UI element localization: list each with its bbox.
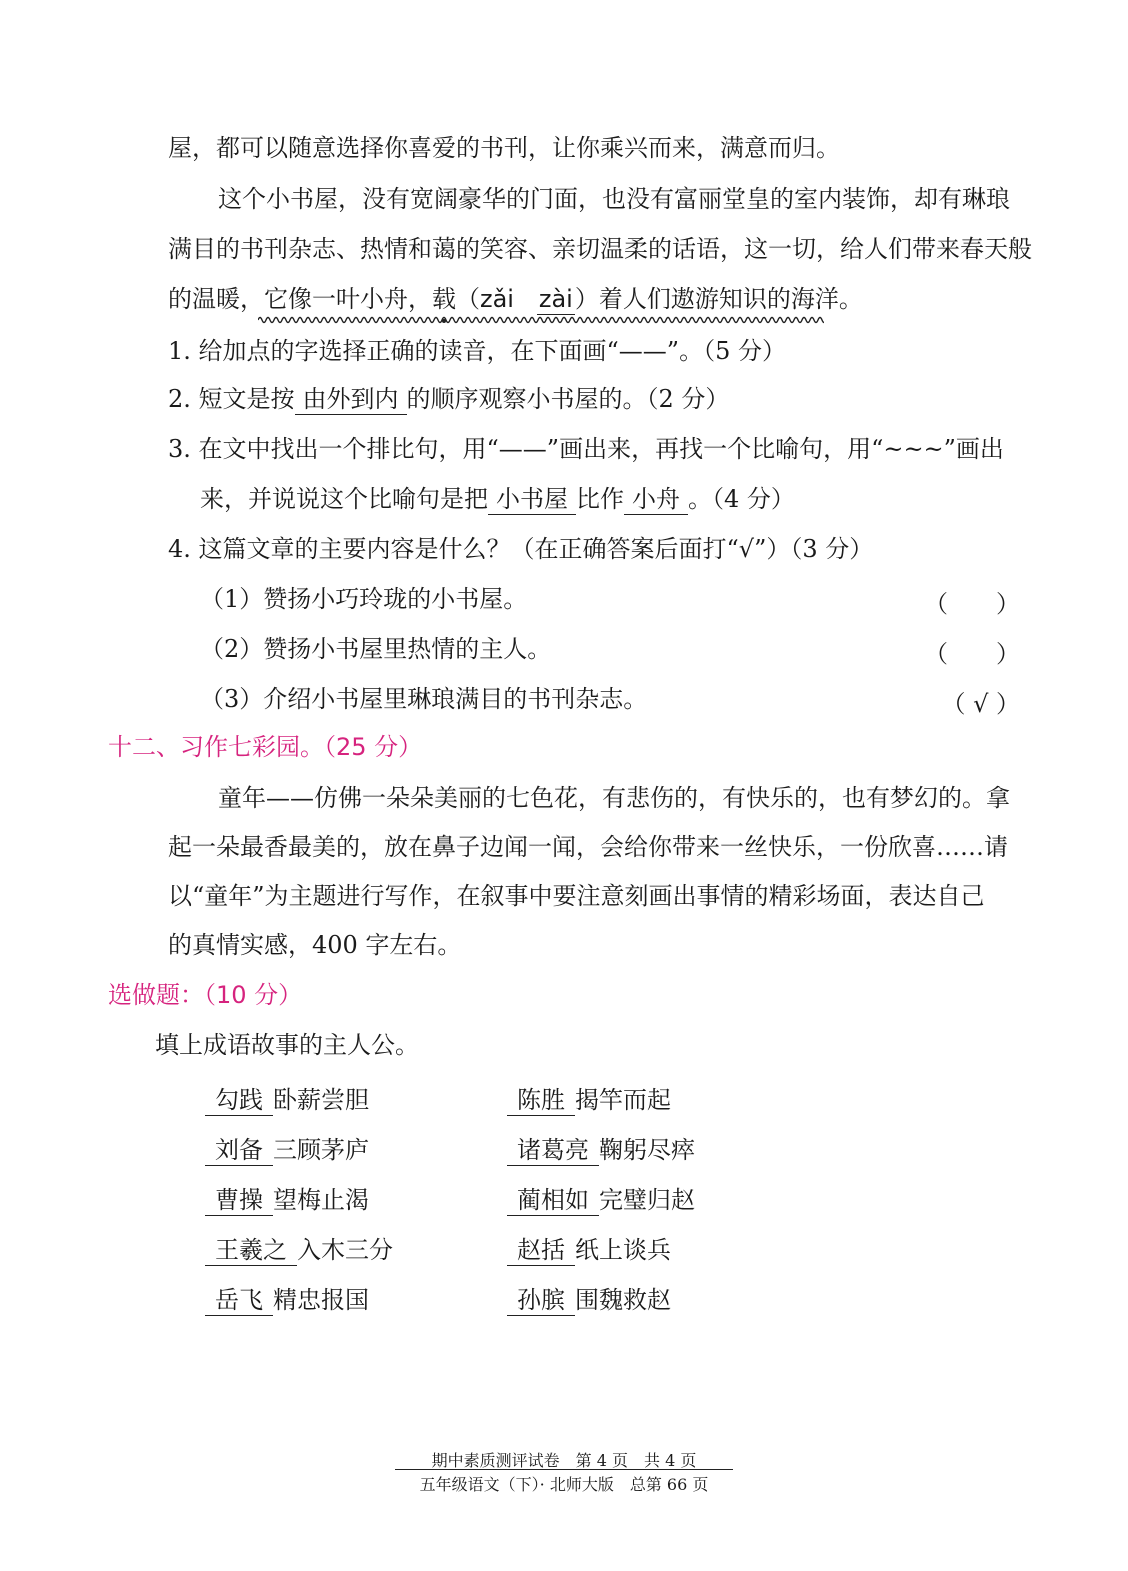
idiom-text: 鞠躬尽瘁 [599, 1136, 695, 1164]
idiom-answer: 赵括 [507, 1230, 575, 1266]
idiom-right-4 [507, 1230, 671, 1266]
idiom-text: 卧薪尝胆 [273, 1086, 369, 1114]
option-1-mark: （ ） [924, 590, 1020, 618]
idiom-left-5 [205, 1280, 369, 1316]
idiom-right-1 [507, 1080, 671, 1116]
question-3-mid: 比作 [576, 485, 624, 513]
idiom-right-5 [507, 1280, 671, 1316]
section-12-line-1: 童年——仿佛一朵朵美丽的七色花，有悲伤的，有快乐的，也有梦幻的。拿 [218, 784, 1010, 812]
idiom-text: 望梅止渴 [273, 1186, 369, 1214]
idiom-left-3 [205, 1180, 369, 1216]
option-3-mark: （ √ ） [941, 690, 1020, 718]
idiom-text: 围魏救赵 [575, 1286, 671, 1314]
idiom-left-2 [205, 1130, 369, 1166]
simile-wavy-underline [258, 314, 824, 326]
idiom-text: 精忠报国 [273, 1286, 369, 1314]
dotted-character: 载 [432, 285, 456, 313]
question-3-answer-1: 小书屋 [488, 484, 576, 515]
idiom-answer: 曹操 [205, 1180, 273, 1216]
idiom-answer: 陈胜 [507, 1080, 575, 1116]
question-4: 4. 这篇文章的主要内容是什么？（在正确答案后面打“√”）（3 分） [168, 535, 874, 563]
idiom-answer: 勾践 [205, 1080, 273, 1116]
option-2-text: （2）赞扬小书屋里热情的主人。 [200, 635, 552, 663]
question-3-post: 。（4 分） [688, 485, 795, 513]
section-12-title: 十二、习作七彩园。（25 分） [108, 733, 423, 761]
section-12-line-2: 起一朵最香最美的，放在鼻子边闻一闻，会给你带来一丝快乐，一份欣喜……请 [168, 833, 1008, 861]
idiom-right-3 [507, 1180, 695, 1216]
passage-line-3: 满目的书刊杂志、热情和蔼的笑容、亲切温柔的话语，这一切，给人们带来春天般 [168, 235, 1032, 263]
idiom-left-4 [205, 1230, 393, 1266]
option-1-text: （1）赞扬小巧玲珑的小书屋。 [200, 585, 528, 613]
question-3-line-1: 3. 在文中找出一个排比句，用“——”画出来，再找一个比喻句，用“~~~”画出 [168, 435, 1004, 463]
question-3-answer-2: 小舟 [624, 484, 688, 515]
passage-line-2: 这个小书屋，没有宽阔豪华的门面，也没有富丽堂皇的室内装饰，却有琳琅 [218, 185, 1010, 213]
passage-line-1: 屋，都可以随意选择你喜爱的书刊，让你乘兴而来，满意而归。 [168, 134, 840, 162]
idiom-answer: 诸葛亮 [507, 1130, 599, 1166]
question-2-answer: 由外到内 [295, 384, 407, 415]
option-3-text: （3）介绍小书屋里琳琅满目的书刊杂志。 [200, 685, 648, 713]
idiom-answer: 刘备 [205, 1130, 273, 1166]
idiom-answer: 蔺相如 [507, 1180, 599, 1216]
idiom-left-1 [205, 1080, 369, 1116]
optional-instruction: 填上成语故事的主人公。 [155, 1031, 419, 1059]
paren-open: （ [456, 285, 480, 313]
question-2 [168, 384, 729, 415]
idiom-text: 三顾茅庐 [273, 1136, 369, 1164]
idiom-answer: 岳飞 [205, 1280, 273, 1316]
footer-line-2: 五年级语文（下）· 北师大版 总第 66 页 [419, 1475, 709, 1494]
idiom-text: 入木三分 [297, 1236, 393, 1264]
idiom-answer: 孙膑 [507, 1280, 575, 1316]
reading-choice-2-underlined: zài [538, 285, 573, 313]
passage-line-4 [168, 284, 863, 315]
passage-line-4-pre: 的温暖， [168, 285, 264, 313]
question-3-line-2 [200, 484, 795, 515]
question-3-pre: 来，并说说这个比喻句是把 [200, 485, 488, 513]
question-2-pre: 2. 短文是按 [168, 385, 295, 413]
simile-part-a: 它像一叶小舟， [264, 285, 432, 313]
option-2-mark: （ ） [924, 640, 1020, 668]
footer-divider [395, 1469, 733, 1470]
idiom-text: 完璧归赵 [599, 1186, 695, 1214]
idiom-right-2 [507, 1130, 695, 1166]
optional-title: 选做题：（10 分） [108, 981, 303, 1009]
section-12-line-3: 以“童年”为主题进行写作，在叙事中要注意刻画出事情的精彩场面，表达自己 [168, 882, 985, 910]
simile-part-b: 着人们遨游知识的海洋。 [598, 285, 863, 313]
question-2-post: 的顺序观察小书屋的。（2 分） [406, 385, 730, 413]
section-12-line-4: 的真情实感，400 字左右。 [168, 931, 462, 959]
idiom-text: 纸上谈兵 [575, 1236, 671, 1264]
idiom-answer: 王羲之 [205, 1230, 297, 1266]
footer-line-1: 期中素质测评试卷 第 4 页 共 4 页 [431, 1451, 697, 1470]
reading-choice-1: zǎi [480, 285, 514, 313]
paren-close: ） [574, 285, 599, 313]
idiom-text: 揭竿而起 [575, 1086, 671, 1114]
question-1: 1. 给加点的字选择正确的读音，在下面画“——”。（5 分） [168, 337, 786, 365]
